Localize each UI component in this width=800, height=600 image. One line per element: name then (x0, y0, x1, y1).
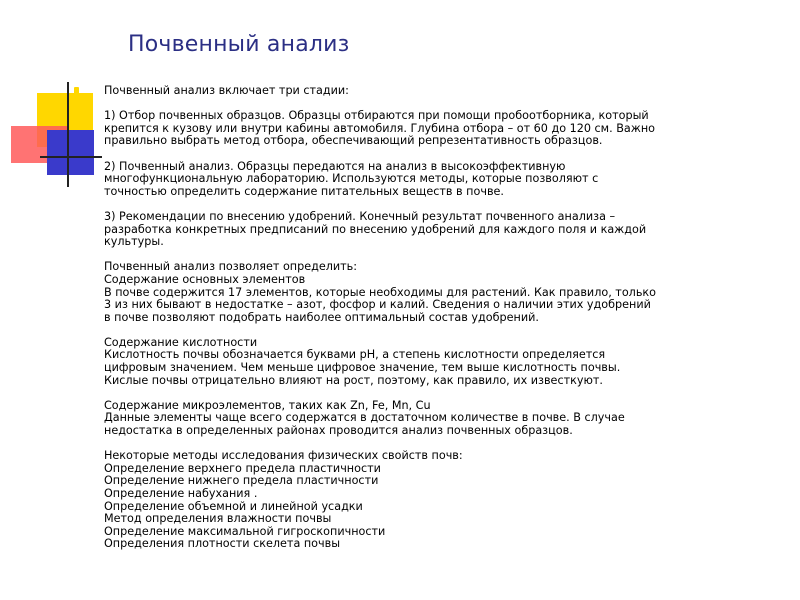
horizontal-line (40, 156, 102, 158)
text-line: культуры. (104, 235, 164, 249)
text-line: 2) Почвенный анализ. Образцы передаются на анализ в высокоэффективную (104, 159, 566, 173)
text-line: Содержание основных элементов (104, 272, 306, 286)
text-line: правильно выбрать метод отбора, обеспечивающий репрезентативность образцов. (104, 134, 603, 148)
text-line: Метод определения влажности почвы (104, 512, 332, 526)
text-line: цифровым значением. Чем меньше цифровое значение, тем выше кислотность почвы. (104, 361, 621, 375)
text-line: Содержание микроэлементов, таких как Zn, Fe, Mn, Cu (104, 398, 431, 412)
text-line: разработка конкретных предписаний по внесению удобрений для каждого поля и каждой (104, 222, 647, 236)
bullet-dot (74, 87, 79, 94)
text-line: точностью определить содержание питательных веществ в почве. (104, 184, 504, 198)
text-line: Кислые почвы отрицательно влияют на рост, поэтому, как правило, их известкуют. (104, 373, 603, 387)
text-line: Определение нижнего предела пластичности (104, 474, 379, 488)
text-line: 3) Рекомендации по внесению удобрений. Конечный результат почвенного анализа – (104, 209, 616, 223)
text-line: Кислотность почвы обозначается буквами pH, а степень кислотности определяется (104, 348, 606, 362)
text-line: Содержание кислотности (104, 335, 258, 349)
text-line: В почве содержится 17 элементов, которые необходимы для растений. Как правило, только (104, 285, 657, 299)
text-line (104, 324, 776, 337)
text-line: Почвенный анализ включает три стадии: (104, 84, 349, 97)
decorative-blocks (0, 0, 110, 190)
text-line: Определение набухания . (104, 487, 258, 500)
text-line: Определение объемной и линейной усадки (104, 499, 363, 513)
text-line: крепится к кузову или внутри кабины автомобиля. Глубина отбора – от 60 до 120 см. Важно (104, 121, 655, 135)
text-line: недостатка в определенных районах проводится анализ почвенных образцов. (104, 424, 573, 438)
text-line: Некоторые методы исследования физических свойств почв: (104, 449, 463, 463)
text-line: Определение максимальной гигроскопичности (104, 524, 386, 538)
text-line: Данные элементы чаще всего содержатся в достаточном количестве в почве. В случае (104, 411, 625, 425)
text-line: многофункциональную лабораторию. Используются методы, которые позволяют с (104, 172, 599, 186)
blue-square (47, 130, 94, 175)
slide-title: Почвенный анализ (128, 32, 350, 57)
text-line: Определения плотности скелета почвы (104, 537, 341, 551)
vertical-line (67, 82, 69, 187)
text-line (104, 387, 776, 400)
text-line: 3 из них бывают в недостатке – азот, фосфор и калий. Сведения о наличии этих удобрений (104, 298, 651, 312)
text-line: 1) Отбор почвенных образцов. Образцы отбираются при помощи пробоотборника, который (104, 109, 649, 123)
text-line: Определение верхнего предела пластичности (104, 461, 381, 475)
slide-body-text (104, 85, 776, 551)
text-line: в почве позволяют подобрать наиболее оптимальный состав удобрений. (104, 310, 539, 324)
text-line: Почвенный анализ позволяет определить: (104, 260, 358, 274)
text-line (104, 148, 776, 161)
